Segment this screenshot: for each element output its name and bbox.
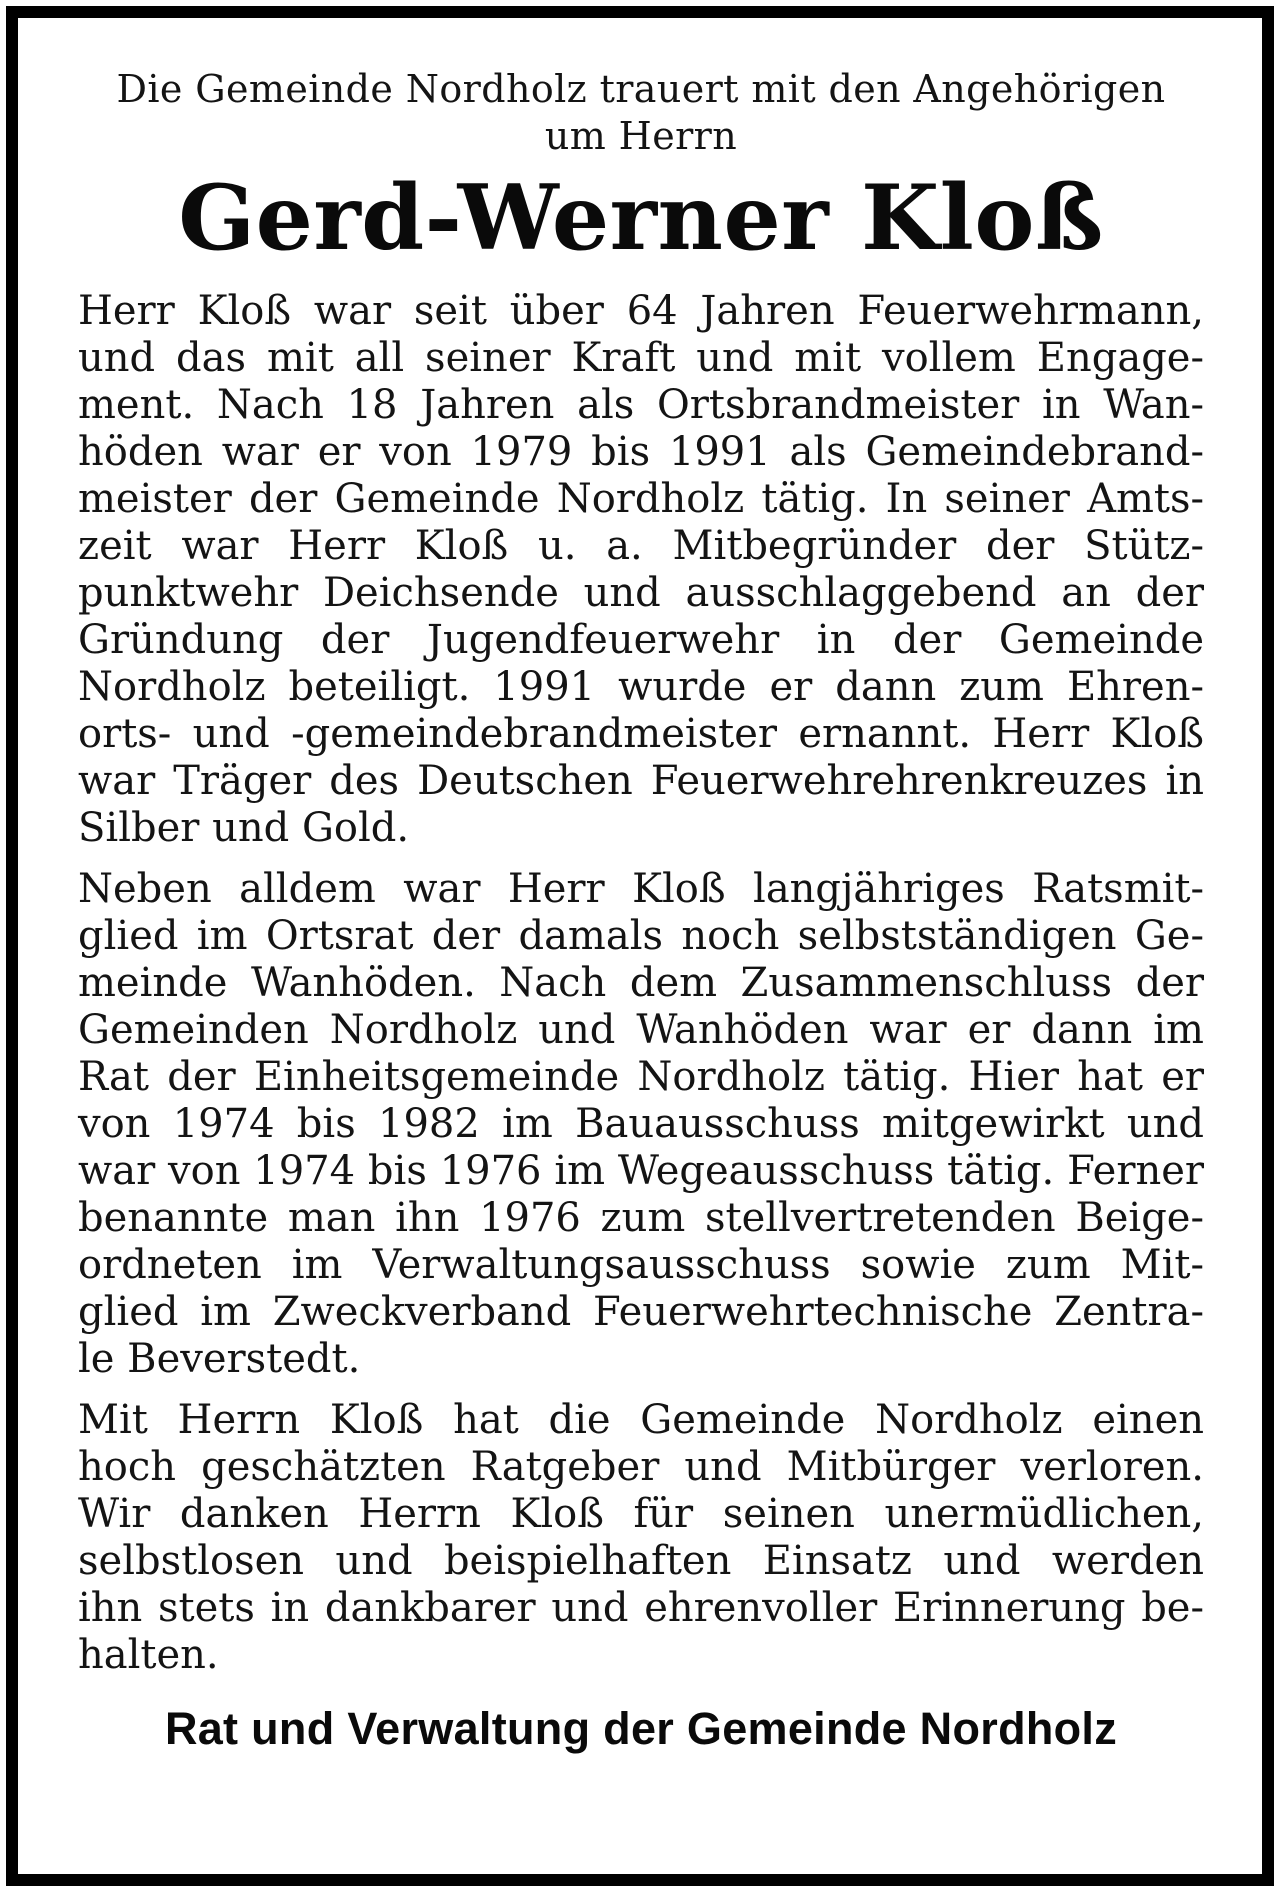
paragraph-line: Rat der Einheitsgemeinde Nordholz tätig. Hier hat er — [78, 1054, 1204, 1100]
intro-line-1: Die Gemeinde Nordholz trauert mit den Angehörigen — [116, 67, 1166, 111]
paragraph-line: benannte man ihn 1976 zum stellvertretenden Beige- — [78, 1195, 1204, 1241]
paragraph-line: war Träger des Deutschen Feuerwehrehrenkreuzes in — [78, 758, 1204, 804]
paragraph-line: Gründung der Jugendfeuerwehr in der Gemeinde — [78, 617, 1204, 663]
paragraph-line: punktwehr Deichsende und ausschlaggebend an der — [78, 570, 1204, 616]
paragraph-line: war von 1974 bis 1976 im Wegeausschuss tätig. Ferner — [78, 1148, 1204, 1194]
paragraph-line: glied im Ortsrat der damals noch selbstständigen Ge- — [78, 913, 1204, 959]
paragraph-line: le Beverstedt. — [78, 1336, 361, 1382]
paragraph-line: Gemeinden Nordholz und Wanhöden war er dann im — [78, 1007, 1204, 1053]
paragraph-line: selbstlosen und beispielhaften Einsatz und werden — [78, 1538, 1204, 1584]
paragraph-line: Herr Kloß war seit über 64 Jahren Feuerwehrmann, — [78, 288, 1204, 334]
paragraph-line: ordneten im Verwaltungsausschuss sowie zum Mit- — [78, 1242, 1204, 1288]
paragraph-line: hoch geschätzten Ratgeber und Mitbürger verloren. — [78, 1444, 1204, 1490]
obituary-body — [78, 288, 1204, 1679]
paragraph-line: zeit war Herr Kloß u. a. Mitbegründer der Stütz- — [78, 523, 1204, 569]
obituary-content — [78, 66, 1204, 1757]
paragraph-line: ment. Nach 18 Jahren als Ortsbrandmeister in Wan- — [78, 382, 1204, 428]
paragraph-line: Nordholz beteiligt. 1991 wurde er dann zum Ehren- — [78, 664, 1204, 710]
paragraph-line: Neben alldem war Herr Kloß langjähriges Ratsmit- — [78, 866, 1204, 912]
paragraph-line: glied im Zweckverband Feuerwehrtechnische Zentra- — [78, 1289, 1204, 1335]
paragraph-line: höden war er von 1979 bis 1991 als Gemeindebrand- — [78, 429, 1204, 475]
body-paragraph-3 — [78, 1397, 1204, 1679]
body-paragraph-2 — [78, 866, 1204, 1383]
obituary-frame — [6, 6, 1274, 1886]
paragraph-line: orts- und -gemeindebrandmeister ernannt. Herr Kloß — [78, 711, 1204, 757]
deceased-name: Gerd-Werner Kloß — [178, 165, 1104, 271]
paragraph-line: von 1974 bis 1982 im Bauausschuss mitgewirkt und — [78, 1101, 1204, 1147]
body-paragraph-1 — [78, 288, 1204, 852]
paragraph-line: ihn stets in dankbarer und ehrenvoller Erinnerung be- — [78, 1585, 1204, 1631]
signature: Rat und Verwaltung der Gemeinde Nordholz — [164, 1703, 1118, 1754]
paragraph-line: halten. — [78, 1632, 219, 1678]
paragraph-line: meinde Wanhöden. Nach dem Zusammenschluss der — [78, 960, 1204, 1006]
paragraph-line: Mit Herrn Kloß hat die Gemeinde Nordholz einen — [78, 1397, 1204, 1443]
paragraph-line: Silber und Gold. — [78, 805, 410, 851]
paragraph-line: und das mit all seiner Kraft und mit vollem Engage- — [78, 335, 1204, 381]
intro-line-2: um Herrn — [544, 114, 738, 158]
paragraph-line: Wir danken Herrn Kloß für seinen unermüdlichen, — [78, 1491, 1204, 1537]
paragraph-line: meister der Gemeinde Nordholz tätig. In seiner Amts- — [78, 476, 1204, 522]
intro-text — [78, 66, 1204, 160]
